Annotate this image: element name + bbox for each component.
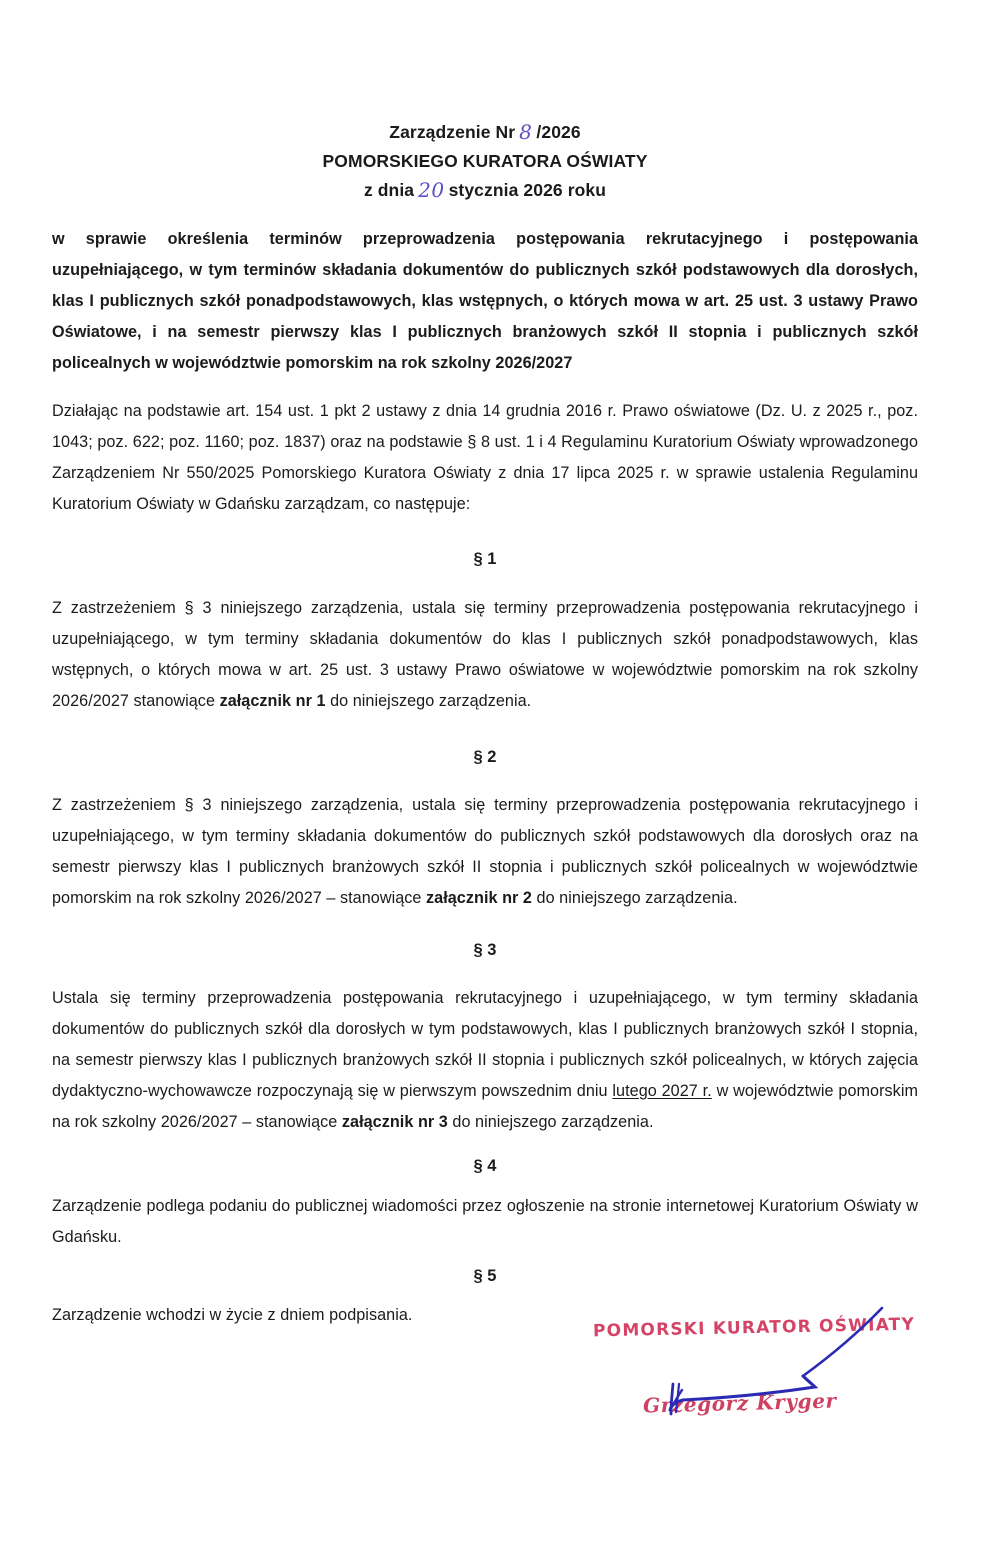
section-heading-2: § 2 — [473, 748, 497, 766]
signature-block — [575, 1298, 915, 1428]
stamp-title: POMORSKI KURATOR OŚWIATY — [592, 1314, 916, 1342]
date-prefix: z dnia — [363, 180, 415, 200]
section-1-text-a: Z zastrzeżeniem § 3 niniejszego zarządzenia, ustala się terminy przeprowadzenia postępowania rekrutacyjnego i uzupełniającego, w tym terminy składania dokumentów do klas I publicznych szkół ponadpodstawowych, klas wstępnych, o których mowa w art. 25 ust. 3 ustawy Prawo oświatowe w województwie pomorskim na rok szkolny 2026/2027 stanowiące — [52, 599, 918, 710]
date-suffix: stycznia 2026 roku — [448, 180, 607, 200]
section-2-text-a: Z zastrzeżeniem § 3 niniejszego zarządzenia, ustala się terminy przeprowadzenia postępowania rekrutacyjnego i uzupełniającego, w tym terminy składania dokumentów do publicznych szkół podstawowych dla dorosłych oraz na semestr pierwszy klas I publicznych branżowych szkół II stopnia i publicznych szkół policealnych w województwie pomorskim na rok szkolny 2026/2027 – stanowiące — [52, 796, 918, 907]
section-heading-5: § 5 — [473, 1267, 497, 1285]
document-subject-paragraph: w sprawie określenia terminów przeprowadzenia postępowania rekrutacyjnego i postępowania uzupełniającego, w tym terminów składania dokumentów do publicznych szkół podstawowych dla dorosłych, klas I publicznych szkół ponadpodstawowych, klas wstępnych, o których mowa w art. 25 ust. 3 ustawy Prawo Oświatowe, i na semestr pierwszy klas I publicznych branżowych szkół II stopnia i publicznych szkół policealnych w województwie pomorskim na rok szkolny 2026/2027 — [52, 230, 918, 372]
header-line-authority: POMORSKIEGO KURATORA OŚWIATY — [322, 151, 648, 171]
header-line-date — [52, 176, 918, 205]
section-heading-1: § 1 — [473, 550, 497, 568]
decree-number-suffix: /2026 — [536, 122, 581, 142]
section-3-text-c: do niniejszego zarządzenia. — [447, 1113, 654, 1131]
section-3-text-b: w województwie pomorskim na rok szkolny 2026/2027 – stanowiące — [52, 1082, 918, 1131]
decree-number-prefix: Zarządzenie Nr — [389, 122, 516, 142]
document-header — [52, 118, 918, 205]
section-body-1 — [52, 593, 918, 717]
stamp-name: Grzegorz Kryger — [642, 1388, 837, 1418]
legal-basis-paragraph: Działając na podstawie art. 154 ust. 1 pkt 2 ustawy z dnia 14 grudnia 2016 r. Prawo oświatowe (Dz. U. z 2025 r., poz. 1043; poz. 622; poz. 1160; poz. 1837) oraz na podstawie § 8 ust. 1 i 4 Regulaminu Kuratorium Oświaty wprowadzonego Zarządzeniem Nr 550/2025 Pomorskiego Kuratora Oświaty z dnia 17 lipca 2025 r. w sprawie ustalenia Regulaminu Kuratorium Oświaty w Gdańsku zarządzam, co następuje: — [52, 402, 918, 513]
header-line-decree-number — [52, 118, 918, 147]
section-1-attachment-ref: załącznik nr 1 — [219, 692, 326, 710]
handwritten-day: 20 — [418, 178, 445, 202]
section-2-text-b: do niniejszego zarządzenia. — [531, 889, 738, 907]
section-body-4: Zarządzenie podlega podaniu do publicznej wiadomości przez ogłoszenie na stronie internetowej Kuratorium Oświaty w Gdańsku. — [52, 1197, 918, 1246]
section-heading-3: § 3 — [473, 941, 497, 959]
section-3-date-underlined: lutego 2027 r. — [612, 1082, 712, 1100]
section-3-attachment-ref: załącznik nr 3 — [341, 1113, 448, 1131]
section-body-5: Zarządzenie wchodzi w życie z dniem podpisania. — [52, 1306, 413, 1324]
section-1-text-b: do niniejszego zarządzenia. — [325, 692, 532, 710]
section-2-attachment-ref: załącznik nr 2 — [426, 889, 532, 907]
section-body-2 — [52, 790, 918, 914]
section-3-text-a: Ustala się terminy przeprowadzenia postępowania rekrutacyjnego i uzupełniającego, w tym terminy składania dokumentów do publicznych szkół dla dorosłych w tym podstawowych, klas I publicznych branżowych szkół I stopnia, na semestr pierwszy klas I publicznych branżowych szkół II stopnia i publicznych szkół policealnych, w których zajęcia dydaktyczno-wychowawcze rozpoczynają się w pierwszym powszednim dniu — [52, 989, 918, 1100]
handwritten-decree-number: 8 — [519, 120, 533, 144]
section-heading-4: § 4 — [473, 1157, 497, 1175]
section-body-3 — [52, 983, 918, 1138]
